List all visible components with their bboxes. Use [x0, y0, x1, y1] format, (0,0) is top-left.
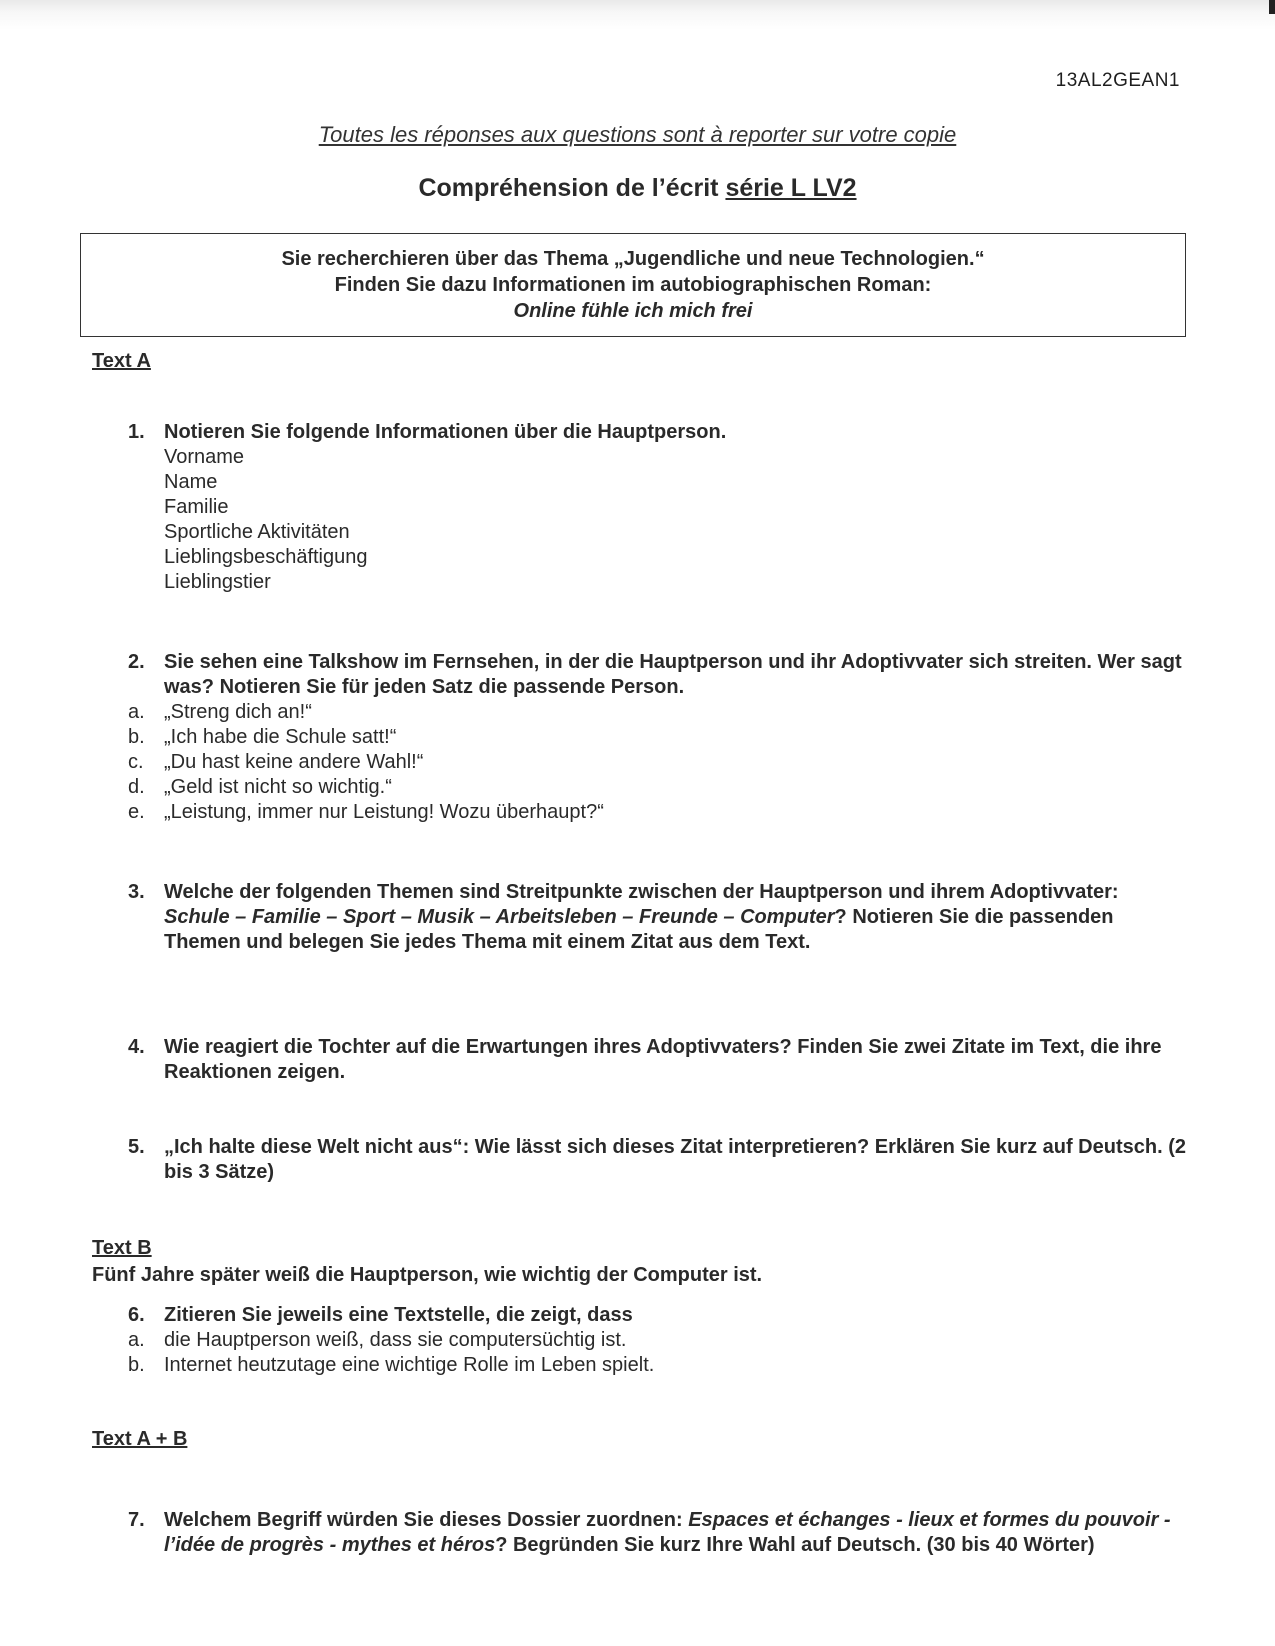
section-intro-text-b: Fünf Jahre später weiß die Hauptperson, wie wichtig der Computer ist.: [92, 1264, 763, 1286]
question-text-part-1: Welche der folgenden Themen sind Streitpunkte zwischen der Hauptperson und ihrem Adoptivvater:: [164, 881, 1119, 903]
question-6: [128, 1303, 1188, 1378]
question-text-part-2: ? Notieren Sie die passenden Themen und belegen Sie jedes Thema mit einem Zitat aus dem Text.: [164, 906, 1114, 953]
item-text: „Geld ist nicht so wichtig.“: [164, 776, 392, 798]
item-letter: b.: [128, 726, 145, 748]
question-number: 1.: [128, 421, 145, 443]
item-letter: b.: [128, 1354, 145, 1376]
question-text: [164, 1508, 1188, 1558]
question-number: 5.: [128, 1136, 145, 1158]
question-7: [128, 1508, 1188, 1558]
question-1: [128, 420, 1188, 595]
item-text: „Ich habe die Schule satt!“: [164, 726, 397, 748]
question-text-part-1: Welchem Begriff würden Sie dieses Dossier zuordnen:: [164, 1509, 689, 1531]
list-item: Familie: [164, 496, 229, 518]
section-heading-text-b: Text B: [92, 1237, 152, 1259]
question-text: Sie sehen eine Talkshow im Fernsehen, in der die Hauptperson und ihr Adoptivvater sich streiten. Wer sagt was? Notieren Sie für jeden Satz die passende Person.: [164, 651, 1182, 698]
section-heading-text-a: Text A: [92, 350, 151, 372]
question-number: 3.: [128, 881, 145, 903]
document-code: 13AL2GEAN1: [1055, 70, 1180, 91]
title-series: série L LV2: [725, 174, 857, 202]
item-letter: e.: [128, 801, 145, 823]
intro-line-1: Sie recherchieren über das Thema „Jugendliche und neue Technologien.“: [281, 248, 985, 270]
novel-title: Online fühle ich mich frei: [513, 300, 753, 322]
item-letter: d.: [128, 776, 145, 798]
question-text: Notieren Sie folgende Informationen über die Hauptperson.: [164, 421, 727, 443]
list-item: [128, 700, 1188, 725]
list-item: [128, 1353, 1188, 1378]
question-3: [128, 880, 1188, 955]
topic-list: Schule – Familie – Sport – Musik – Arbeitsleben – Freunde – Computer: [164, 906, 835, 928]
list-item: Lieblingsbeschäftigung: [164, 546, 368, 568]
section-heading-text-ab: Text A + B: [92, 1428, 188, 1450]
answer-instruction: Toutes les réponses aux questions sont à reporter sur votre copie: [318, 122, 957, 147]
question-5: [128, 1135, 1188, 1185]
question-text-part-2: ? Begründen Sie kurz Ihre Wahl auf Deutsch. (30 bis 40 Wörter): [495, 1534, 1095, 1556]
list-item: [128, 750, 1188, 775]
list-item: [128, 800, 1188, 825]
question-2: [128, 650, 1188, 825]
intro-box: [80, 233, 1186, 337]
list-item: [128, 725, 1188, 750]
item-letter: a.: [128, 1329, 145, 1351]
item-text: die Hauptperson weiß, dass sie computersüchtig ist.: [164, 1329, 627, 1351]
list-item: Name: [164, 471, 218, 493]
list-item: Sportliche Aktivitäten: [164, 521, 350, 543]
list-item: Lieblingstier: [164, 571, 271, 593]
question-number: 2.: [128, 651, 145, 673]
scan-shadow: [0, 0, 1275, 30]
item-letter: a.: [128, 701, 145, 723]
scan-edge-mark: [1269, 0, 1275, 14]
question-number: 4.: [128, 1036, 145, 1058]
list-item: [128, 775, 1188, 800]
item-text: „Du hast keine andere Wahl!“: [164, 751, 424, 773]
quote-list: [128, 700, 1188, 825]
question-number: 6.: [128, 1304, 145, 1326]
question-4: [128, 1035, 1188, 1085]
question-text: [164, 880, 1188, 955]
info-list: [164, 445, 1188, 595]
title-prefix: Compréhension de l’écrit: [418, 174, 726, 202]
item-letter: c.: [128, 751, 144, 773]
item-text: „Leistung, immer nur Leistung! Wozu überhaupt?“: [164, 801, 604, 823]
question-number: 7.: [128, 1509, 145, 1531]
question-text: Zitieren Sie jeweils eine Textstelle, die zeigt, dass: [164, 1304, 633, 1326]
list-item: [128, 1328, 1188, 1353]
question-text: „Ich halte diese Welt nicht aus“: Wie lässt sich dieses Zitat interpretieren? Erklären Sie kurz auf Deutsch. (2 bis 3 Sätze): [164, 1136, 1186, 1183]
intro-line-2: Finden Sie dazu Informationen im autobiographischen Roman:: [334, 274, 932, 296]
page-title: [0, 174, 1275, 203]
item-list: [128, 1328, 1188, 1378]
list-item: Vorname: [164, 446, 245, 468]
item-text: „Streng dich an!“: [164, 701, 312, 723]
concept-list: Espaces et échanges - lieux et formes du pouvoir - l’idée de progrès - mythes et héros: [164, 1509, 1171, 1556]
item-text: Internet heutzutage eine wichtige Rolle im Leben spielt.: [164, 1354, 655, 1376]
question-text: Wie reagiert die Tochter auf die Erwartungen ihres Adoptivvaters? Finden Sie zwei Zitate im Text, die ihre Reaktionen zeigen.: [164, 1036, 1162, 1083]
